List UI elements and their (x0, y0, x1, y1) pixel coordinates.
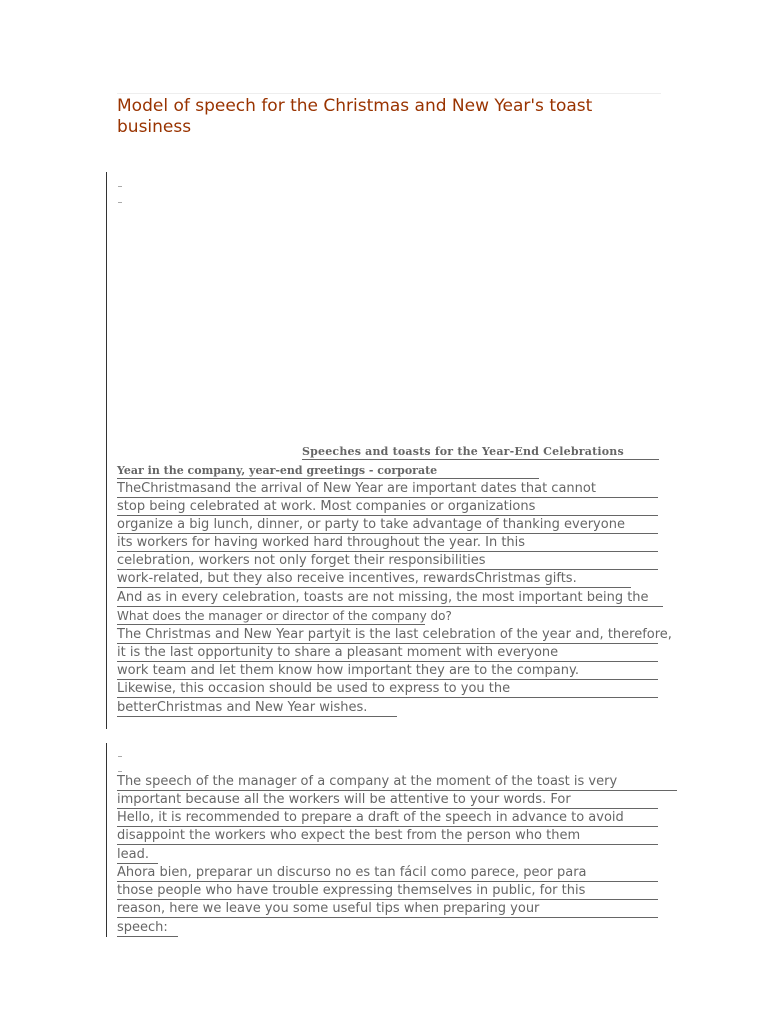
text-line: What does the manager or director of the company do? (117, 609, 452, 623)
quote-bar-1 (106, 172, 107, 729)
text-line: betterChristmas and New Year wishes. (117, 700, 397, 717)
text-line: work team and let them know how important they are to the company. (117, 663, 658, 680)
dash-marker (118, 771, 122, 772)
text-line: reason, here we leave you some useful tips when preparing your (117, 901, 658, 918)
section-heading: Speeches and toasts for the Year-End Celebrations (302, 444, 659, 460)
text-line: celebration, workers not only forget their responsibilities (117, 553, 658, 570)
text-line: lead. (117, 847, 158, 864)
dash-marker (118, 186, 122, 187)
text-line: stop being celebrated at work. Most companies or organizations (117, 499, 658, 516)
text-line: it is the last opportunity to share a pleasant moment with everyone (117, 645, 658, 662)
text-line: Likewise, this occasion should be used to express to you the (117, 681, 658, 698)
page-title: Model of speech for the Christmas and New Year's toast business (117, 96, 593, 137)
top-divider (117, 93, 661, 94)
text-line: The speech of the manager of a company at the moment of the toast is very (117, 774, 677, 791)
dash-marker (118, 756, 122, 757)
text-line: work-related, but they also receive incentives, rewardsChristmas gifts. (117, 571, 631, 588)
dash-marker (118, 202, 122, 203)
text-line: important because all the workers will be attentive to your words. For (117, 792, 658, 809)
text-line: those people who have trouble expressing themselves in public, for this (117, 883, 658, 900)
text-line: Hello, it is recommended to prepare a draft of the speech in advance to avoid (117, 810, 658, 827)
text-line: And as in every celebration, toasts are not missing, the most important being the (117, 590, 663, 607)
section-subheading: Year in the company, year-end greetings - corporate (117, 463, 539, 479)
text-line: TheChristmasand the arrival of New Year are important dates that cannot (117, 481, 658, 498)
text-line: disappoint the workers who expect the best from the person who them (117, 828, 658, 845)
text-line: its workers for having worked hard throughout the year. In this (117, 535, 658, 552)
text-line: The Christmas and New Year partyit is the last celebration of the year and, therefore, (117, 627, 672, 642)
text-line: Ahora bien, preparar un discurso no es tan fácil como parece, peor para (117, 865, 658, 882)
text-line: organize a big lunch, dinner, or party to take advantage of thanking everyone (117, 517, 658, 534)
text-line: speech: (117, 920, 178, 937)
quote-bar-2 (106, 743, 107, 937)
